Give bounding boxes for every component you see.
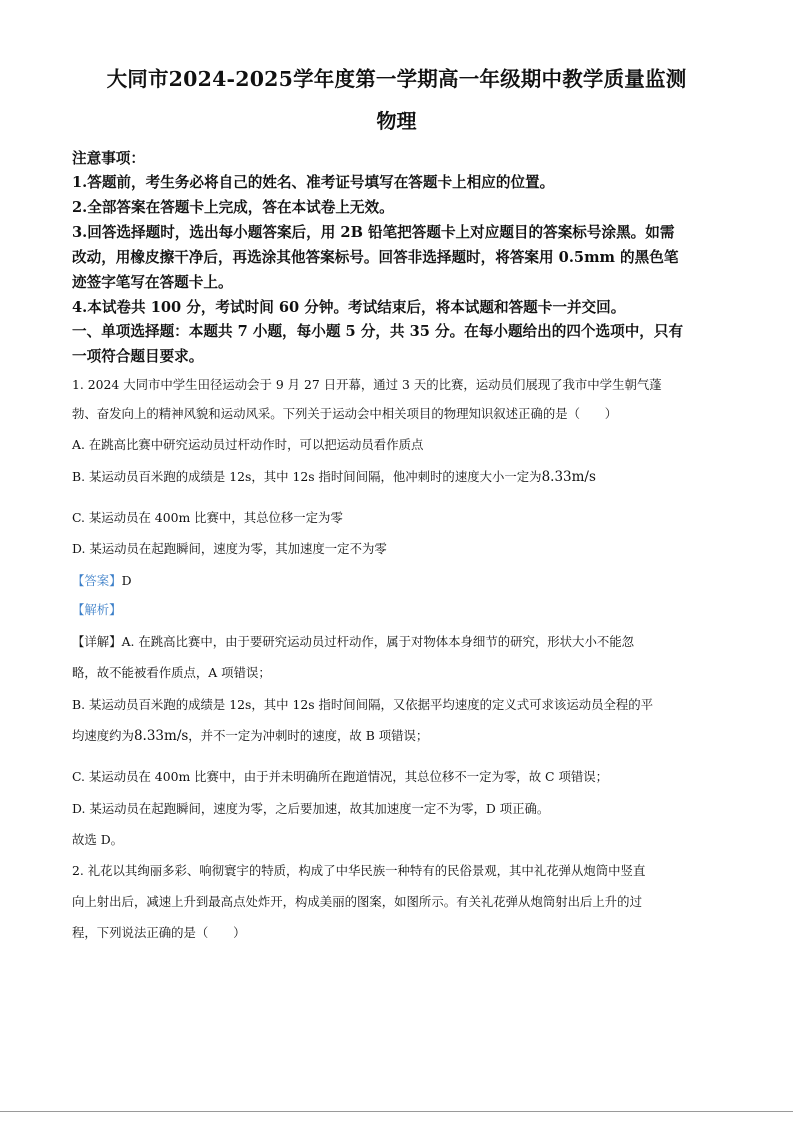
- section-heading-line-2: 一项符合题目要求。: [72, 348, 204, 365]
- q1-detail-line-2: 略，故不能被看作质点，A 项错误；: [72, 665, 271, 680]
- q1-option-d: D. 某运动员在起跑瞬间，速度为零，其加速度一定不为零: [72, 541, 387, 556]
- notice-item-3: 3.回答选择题时，选出每小题答案后，用 2B 铅笔把答题卡上对应题目的答案标号涂黑。如需: [72, 224, 675, 241]
- q1-answer: [72, 571, 132, 589]
- answer-value: D: [121, 573, 132, 588]
- detail-text-a: A. 在跳高比赛中，由于要研究运动员过杆动作，属于对物体本身细节的研究，形状大小不能忽: [121, 634, 635, 649]
- q1-detail-line-1: [72, 632, 634, 650]
- q1-option-b: [72, 467, 596, 485]
- q1-detail-line-5: C. 某运动员在 400m 比赛中，由于并未明确所在跑道情况，其总位移不一定为零，故 C 项错误；: [72, 769, 609, 784]
- q2-stem-line-2: 向上射出后，减速上升到最高点处炸开，构成美丽的图案，如图所示。有关礼花弹从炮筒射出后上升的过: [72, 894, 642, 909]
- q1-detail-line-6: D. 某运动员在起跑瞬间，速度为零，之后要加速，故其加速度一定不为零，D 项正确。: [72, 801, 550, 816]
- q2-stem-line-3: 程，下列说法正确的是（ ）: [72, 925, 246, 940]
- q1-detail-line-4: [72, 726, 428, 744]
- notice-heading: 注意事项：: [72, 150, 145, 167]
- q1-option-c: C. 某运动员在 400m 比赛中，其总位移一定为零: [72, 510, 343, 525]
- notice-item-3-cont-1: 改动，用橡皮擦干净后，再选涂其他答案标号。回答非选择题时，将答案用 0.5mm 的黑色笔: [72, 249, 679, 266]
- q1-option-a: A. 在跳高比赛中研究运动员过杆动作时，可以把运动员看作质点: [72, 437, 424, 452]
- notice-item-2: 2.全部答案在答题卡上完成，答在本试卷上无效。: [72, 199, 394, 216]
- q1-stem-line-2: 勃、奋发向上的精神风貌和运动风采。下列关于运动会中相关项目的物理知识叙述正确的是（ ）: [72, 406, 618, 421]
- q1-conclusion: 故选 D。: [72, 832, 124, 847]
- q1-option-b-speed: 8.33m/s: [541, 469, 596, 485]
- notice-item-3-cont-2: 迹签字笔写在答题卡上。: [72, 274, 233, 291]
- exam-title: 大同市2024-2025学年度第一学期高一年级期中教学质量监测: [106, 67, 687, 91]
- notice-item-1: 1.答题前，考生务必将自己的姓名、准考证号填写在答题卡上相应的位置。: [72, 174, 555, 191]
- analysis-label: 【解析】: [72, 602, 122, 617]
- section-heading-line-1: 一、单项选择题：本题共 7 小题，每小题 5 分，共 35 分。在每小题给出的四个选项中，只有: [72, 323, 684, 340]
- detail-b-suffix: ，并不一定为冲刺时的速度，故 B 项错误；: [188, 728, 429, 743]
- q1-option-b-text: B. 某运动员百米跑的成绩是 12s，其中 12s 指时间间隔，他冲刺时的速度大小一定为: [72, 469, 542, 484]
- detail-b-speed: 8.33m/s: [133, 728, 189, 744]
- footer-divider: [0, 1111, 793, 1112]
- q2-stem-line-1: 2. 礼花以其绚丽多彩、响彻寰宇的特质，构成了中华民族一种特有的民俗景观，其中礼花弹从炮筒中竖直: [72, 863, 646, 878]
- subject-title: 物理: [376, 109, 417, 133]
- detail-b-prefix: 均速度约为: [72, 728, 134, 743]
- detail-label: 【详解】: [72, 634, 122, 649]
- notice-item-4: 4.本试卷共 100 分，考试时间 60 分钟。考试结束后，将本试题和答题卡一并交回。: [72, 299, 626, 316]
- answer-label: 【答案】: [72, 573, 122, 588]
- q1-detail-line-3: B. 某运动员百米跑的成绩是 12s，其中 12s 指时间间隔，又依据平均速度的定义式可求该运动员全程的平: [72, 697, 654, 712]
- q1-stem-line-1: 1. 2024 大同市中学生田径运动会于 9 月 27 日开幕，通过 3 天的比赛，运动员们展现了我市中学生朝气蓬: [72, 377, 662, 392]
